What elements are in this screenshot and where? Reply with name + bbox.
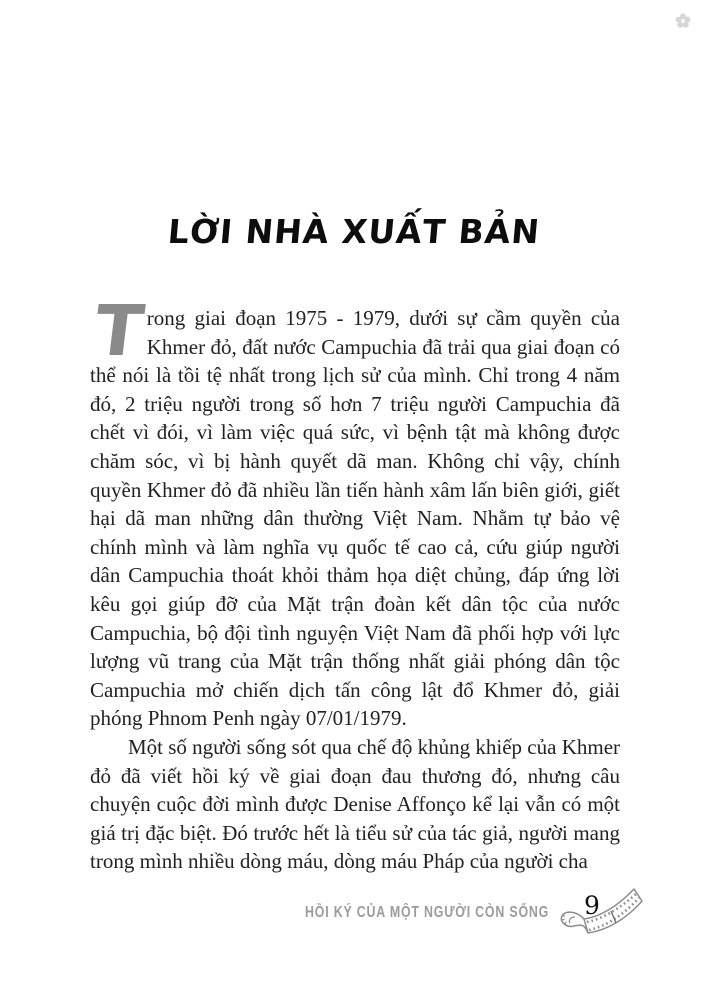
page-number: 9 (584, 891, 600, 920)
paragraph-text: rong giai đoạn 1975 - 1979, dưới sự cầm quyền của Khmer đỏ, đất nước Campuchia đã trải qua giai đoạn có thể nói là tồi tệ nhất trong lịch sử của mình. Chỉ trong 4 năm đó, 2 triệu người trong số hơn 7 triệu người Campuchia đã chết vì đói, vì làm việc quá sức, vì bệnh tật mà không được chăm sóc, vì bị hành quyết dã man. Không chỉ vậy, chính quyền Khmer đỏ đã nhiều lần tiến hành xâm lấn biên giới, giết hại dã man những dân thường Việt Nam. Nhằm tự bảo vệ chính mình và làm nghĩa vụ quốc tế cao cả, cứu giúp người dân Campuchia thoát khỏi thảm họa diệt chủng, đáp ứng lời kêu gọi giúp đỡ của Mặt trận đoàn kết dân tộc của nước Campuchia, bộ đội tình nguyện Việt Nam đã phối hợp với lực lượng vũ trang của Mặt trận thống nhất giải phóng dân tộc Campuchia mở chiến dịch tấn công lật đổ Khmer đỏ, giải phóng Phnom Penh ngày 07/01/1979. (90, 306, 620, 731)
flower-ornament-icon (674, 12, 692, 30)
dropcap-letter: T (90, 290, 148, 372)
page-title: LỜI NHÀ XUẤT BẢN (166, 212, 542, 252)
film-strip-icon (553, 884, 648, 942)
body-text (90, 290, 621, 876)
paragraph: Một số người sống sót qua chế độ khủng khiếp của Khmer đỏ đã viết hồi ký về giai đoạn đau thương đó, nhưng câu chuyện cuộc đời mình được Denise Affonço kể lại vẫn có một giá trị đặc biệt. Đó trước hết là tiểu sử của tác giả, người mang trong mình nhiều dòng máu, dòng máu Pháp của người cha (90, 734, 621, 874)
paragraph (90, 290, 620, 733)
running-book-title: HỒI KÝ CỦA MỘT NGƯỜI CÒN SỐNG (304, 904, 549, 921)
page-footer (244, 884, 648, 942)
